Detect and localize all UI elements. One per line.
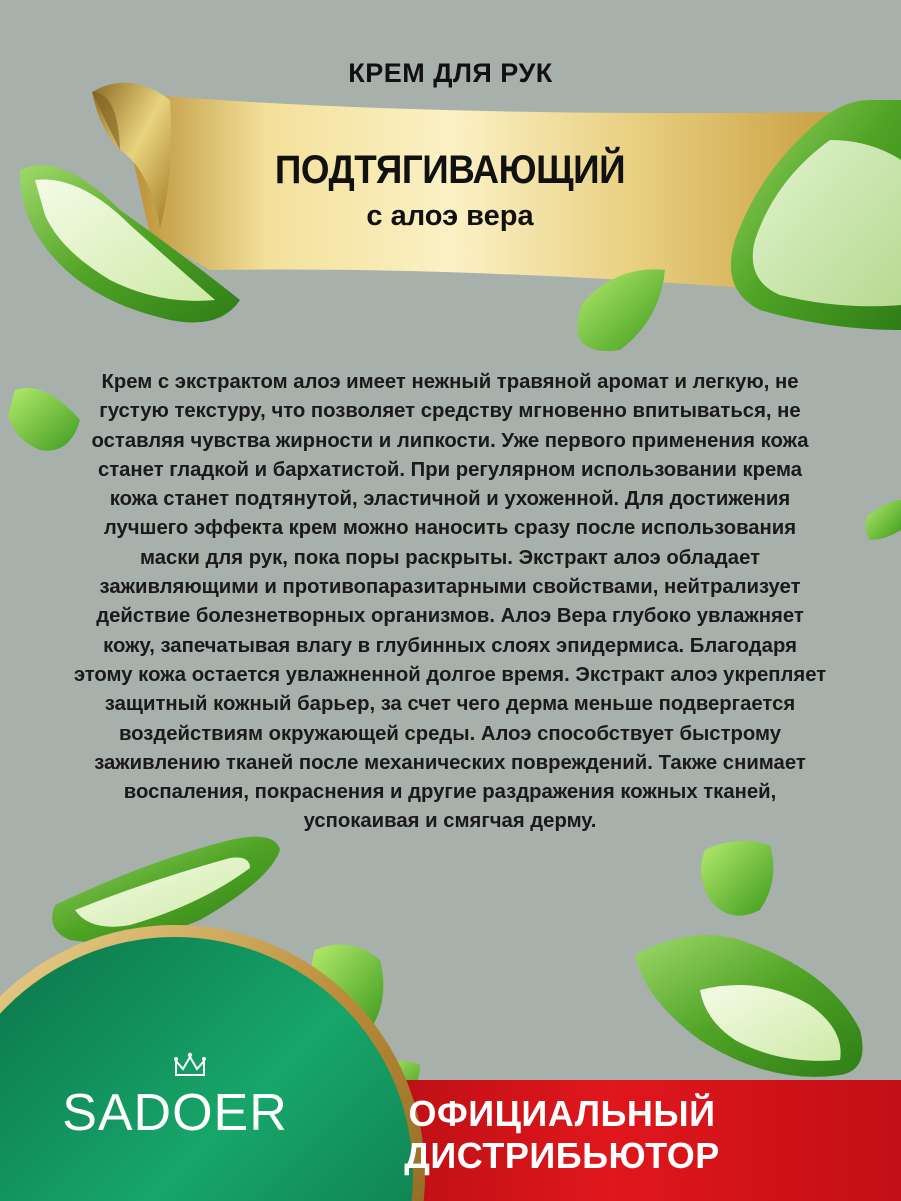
brand-logo-text: SADOER — [62, 1084, 288, 1142]
leaf-right-lower — [701, 841, 773, 916]
leaf-right-upper — [577, 269, 665, 351]
distributor-line-2: ДИСТРИБЬЮТОР — [404, 1135, 720, 1176]
leaf-left-mid — [8, 388, 80, 451]
leaf-right-mid — [865, 500, 901, 540]
product-type-title: КРЕМ ДЛЯ РУК — [348, 58, 553, 88]
official-distributor-label — [372, 1093, 752, 1177]
product-headline: ПОДТЯГИВАЮЩИЙ — [274, 148, 626, 192]
product-subheadline: с алоэ вера — [366, 200, 534, 232]
product-description: Крем с экстрактом алоэ имеет нежный травяной аромат и легкую, не густую текстуру, что позволяет средству мгновенно впитываться, не оставляя чувства жирности и липкости. Уже первого применения кожа станет гладкой и бархатистой. При регулярном использовании крема кожа станет подтянутой, эластичной и ухоженной. Для достижения лучшего эффекта крем можно наносить сразу после использования маски для рук, пока поры раскрыты. Экстракт алоэ обладает заживляющими и противопаразитарными свойствами, нейтрализует действие болезнетворных организмов. Алоэ Вера глубоко увлажняет кожу, запечатывая влагу в глубинных слоях эпидермиса. Благодаря этому кожа остается увлажненной долгое время. Экстракт алоэ укрепляет защитный кожный барьер, за счет чего дерма меньше подвергается воздействиям окружающей среды. Алоэ способствует быстрому заживлению тканей после механических повреждений. Также снимает воспаления, покраснения и другие раздражения кожных тканей, успокаивая и смягчая дерму. — [73, 371, 827, 833]
aloe-slice-bottom-right — [635, 935, 863, 1077]
distributor-line-1: ОФИЦИАЛЬНЫЙ — [408, 1093, 716, 1134]
